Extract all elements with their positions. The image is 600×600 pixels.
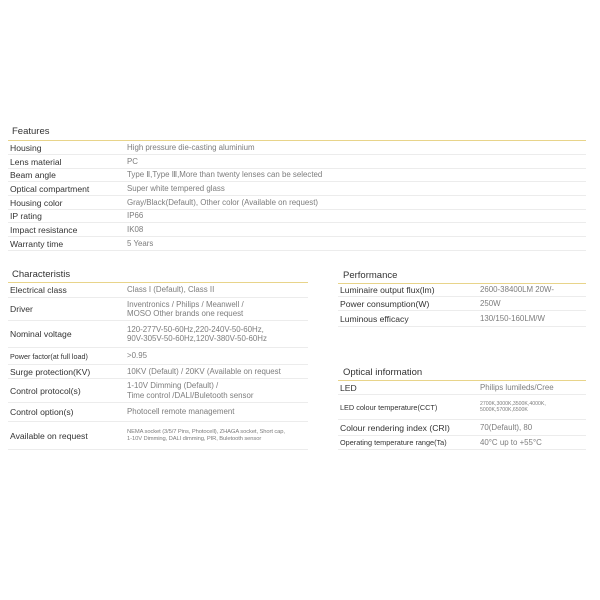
feature-value: IK08 bbox=[127, 224, 144, 234]
optical-row-cri bbox=[338, 420, 586, 436]
char-value-line: MOSO Other brands one request bbox=[127, 309, 244, 318]
char-label: Power factor(at full load) bbox=[10, 351, 88, 361]
char-row-driver bbox=[8, 298, 308, 321]
char-row-power-factor bbox=[8, 348, 308, 365]
optical-label: Operating temperature range(Ta) bbox=[340, 438, 447, 447]
perf-value: 2600-38400LM 20W- bbox=[480, 285, 554, 295]
feature-value: High pressure die-casting aluminium bbox=[127, 142, 255, 152]
perf-value: 250W bbox=[480, 298, 501, 308]
features-row-warranty-time bbox=[8, 237, 586, 251]
feature-value: Super white tempered glass bbox=[127, 183, 225, 193]
feature-value: PC bbox=[127, 156, 138, 166]
char-value bbox=[127, 381, 253, 399]
char-label: Electrical class bbox=[10, 285, 67, 295]
features-row-optical-compartment bbox=[8, 182, 586, 196]
features-row-ip-rating bbox=[8, 210, 586, 223]
char-value: >0.95 bbox=[127, 351, 147, 361]
optical-value-line: 5000K,5700K,6500K bbox=[480, 407, 528, 413]
perf-label: Luminaire output flux(lm) bbox=[340, 285, 435, 295]
char-label: Driver bbox=[10, 304, 33, 314]
perf-label: Power consumption(W) bbox=[340, 298, 430, 309]
char-label: Control protocol(s) bbox=[10, 385, 81, 396]
char-label: Nominal voltage bbox=[10, 329, 72, 339]
char-row-available-on-request bbox=[8, 422, 308, 450]
characteristics-title: Characteristis bbox=[12, 269, 71, 280]
features-row-housing bbox=[8, 141, 586, 155]
perf-row-power-consumption bbox=[338, 297, 586, 311]
char-value-line: Time control /DALI/Buletooth sensor bbox=[127, 390, 254, 400]
feature-label: Lens material bbox=[10, 156, 62, 167]
optical-row-cct bbox=[338, 395, 586, 420]
char-value-line: Inventronics / Philips / Meanwell / bbox=[127, 299, 244, 309]
char-value: 10KV (Default) / 20KV (Available on request bbox=[127, 366, 281, 376]
char-label: Surge protection(KV) bbox=[10, 366, 91, 377]
feature-value: IP66 bbox=[127, 211, 144, 221]
char-value bbox=[127, 429, 285, 442]
char-row-nominal-voltage bbox=[8, 321, 308, 348]
perf-row-output-flux bbox=[338, 284, 586, 297]
feature-label: IP rating bbox=[10, 211, 42, 221]
optical-label: LED colour temperature(CCT) bbox=[340, 402, 438, 412]
optical-label: LED bbox=[340, 382, 357, 393]
feature-value: 5 Years bbox=[127, 238, 154, 248]
feature-label: Warranty time bbox=[10, 238, 64, 249]
char-value: Class I (Default), Class II bbox=[127, 285, 215, 295]
perf-value: 130/150-160LM/W bbox=[480, 313, 545, 323]
char-value-line: 1-10V Dimming, DALI dimming, PIR, Buletooth sensor bbox=[127, 435, 262, 442]
features-row-impact-resistance bbox=[8, 223, 586, 237]
features-row-housing-color bbox=[8, 196, 586, 210]
feature-label: Housing bbox=[10, 142, 42, 153]
char-label: Available on request bbox=[10, 430, 88, 441]
char-value-line: 1-10V Dimming (Default) / bbox=[127, 381, 219, 391]
char-value-line: NEMA socket (3/5/7 Pins, Photocell), ZHAGA socket, Short cap, bbox=[127, 428, 285, 435]
char-value-line: 90V-305V-50-60Hz,120V-380V-50-60Hz bbox=[127, 334, 267, 343]
char-row-control-options bbox=[8, 403, 308, 422]
feature-label: Impact resistance bbox=[10, 224, 78, 235]
features-title: Features bbox=[12, 126, 50, 137]
optical-title: Optical information bbox=[343, 367, 423, 378]
feature-value: Type Ⅱ,Type Ⅲ,More than twenty lenses can be selected bbox=[127, 170, 323, 180]
performance-title: Performance bbox=[343, 270, 398, 281]
optical-row-operating-temperature bbox=[338, 436, 586, 450]
feature-label: Beam angle bbox=[10, 170, 56, 180]
optical-value: Philips lumileds/Cree bbox=[480, 382, 554, 392]
char-value bbox=[127, 300, 244, 318]
char-label: Control option(s) bbox=[10, 407, 74, 417]
features-row-beam-angle bbox=[8, 169, 586, 182]
char-value-line: 120-277V-50-60Hz,220-240V-50-60Hz, bbox=[127, 324, 264, 334]
char-value bbox=[127, 325, 267, 343]
optical-row-led bbox=[338, 381, 586, 395]
optical-value: 40°C up to +55°C bbox=[480, 437, 542, 447]
perf-row-luminous-efficacy bbox=[338, 311, 586, 327]
optical-value: 70(Default), 80 bbox=[480, 422, 533, 432]
char-value: Photocell remote management bbox=[127, 407, 235, 417]
feature-label: Housing color bbox=[10, 197, 63, 208]
features-row-lens-material bbox=[8, 155, 586, 169]
optical-value bbox=[480, 401, 546, 414]
feature-value: Gray/Black(Default), Other color (Available on request) bbox=[127, 197, 319, 207]
perf-label: Luminous efficacy bbox=[340, 313, 409, 324]
optical-label: Colour rendering index (CRI) bbox=[340, 422, 450, 433]
char-row-control-protocols bbox=[8, 379, 308, 403]
feature-label: Optical compartment bbox=[10, 183, 90, 194]
char-row-surge-protection bbox=[8, 365, 308, 379]
optical-value-line: 2700K,3000K,3500K,4000K, bbox=[480, 400, 546, 407]
char-row-electrical-class bbox=[8, 283, 308, 298]
